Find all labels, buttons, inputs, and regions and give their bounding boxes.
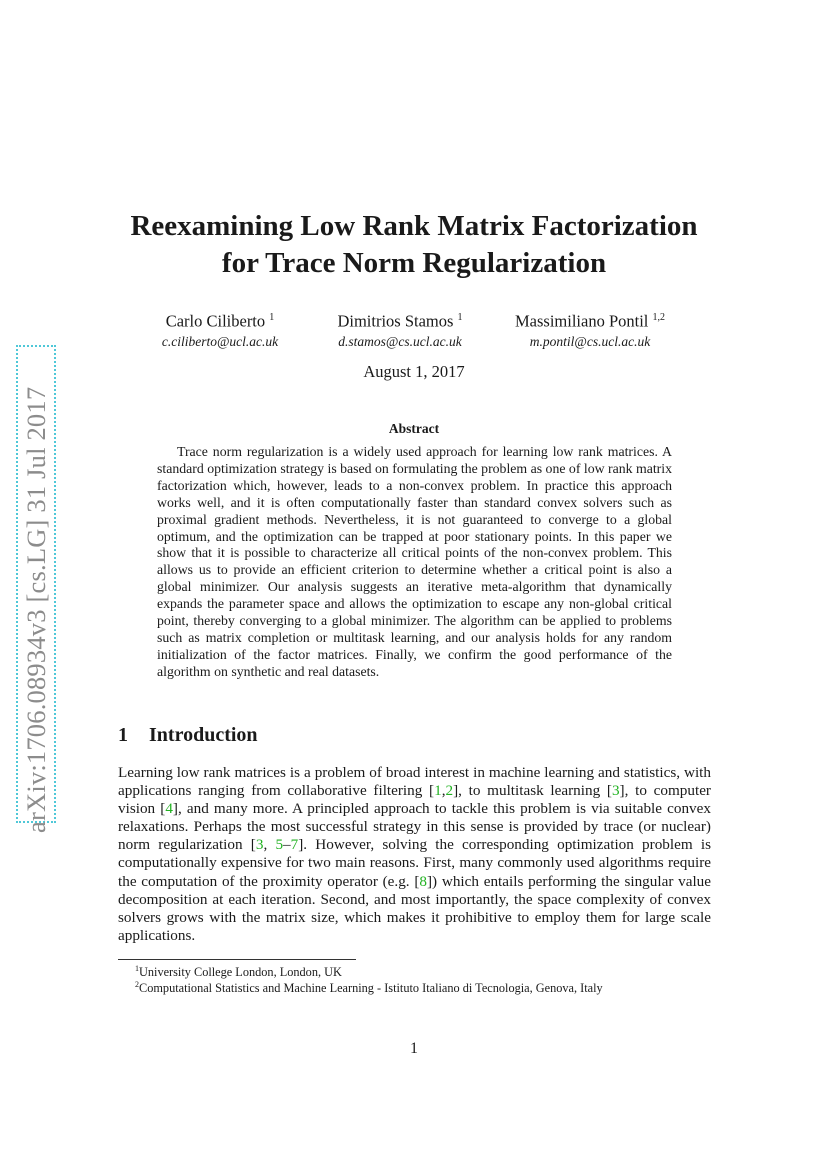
intro-paragraph <box>118 764 711 945</box>
intro-text: , <box>441 782 446 800</box>
section-heading <box>118 724 258 747</box>
intro-text: ], and many more. A principled approach to tackle this problem is via suitable convex relaxations. Perhaps the most successful strategy in this sense is provided by trace (or nuclear) norm regularization [ <box>118 800 711 854</box>
intro-text: ]. However, solving the corresponding optimization problem is computationally expensive for two main reasons. First, many commonly used algorithms require the computation of the proximity operator (e.g. [ <box>118 836 712 890</box>
intro-text: ], to computer vision [ <box>118 782 711 818</box>
author-name: Carlo Ciliberto <box>165 311 266 331</box>
author-email[interactable]: c.ciliberto@ucl.ac.uk <box>161 333 279 349</box>
author-block <box>315 308 485 352</box>
citation-link[interactable]: 3 <box>255 836 264 854</box>
citation-link[interactable]: 4 <box>165 800 173 818</box>
author-email[interactable]: d.stamos@cs.ucl.ac.uk <box>338 333 462 349</box>
footnote-text: Computational Statistics and Machine Learning - Istituto Italiano di Tecnologia, Genova, Italy <box>139 981 603 996</box>
paper-title <box>100 208 728 282</box>
citation-link[interactable]: 3 <box>611 782 620 800</box>
citation-link[interactable]: 5 <box>275 836 284 854</box>
author-block <box>135 308 305 352</box>
citation-link[interactable]: 8 <box>419 872 427 890</box>
footnote <box>135 964 342 980</box>
author-affiliation: 1 <box>457 312 463 323</box>
footnote-separator <box>118 959 356 960</box>
citation-link[interactable]: 1 <box>434 782 442 800</box>
publication-date: August 1, 2017 <box>363 362 465 381</box>
footnote <box>135 980 603 996</box>
footnote-text: University College London, London, UK <box>139 965 342 980</box>
page-number: 1 <box>410 1040 418 1057</box>
citation-link[interactable]: 7 <box>290 836 299 854</box>
author-email[interactable]: m.pontil@cs.ucl.ac.uk <box>529 333 651 349</box>
section-title: Introduction <box>149 724 258 746</box>
author-affiliation: 1,2 <box>652 312 665 323</box>
intro-text: – <box>283 836 291 854</box>
intro-text: Learning low rank matrices is a problem of broad interest in machine learning and statistics, with applications ranging from collaborative filtering [ <box>118 764 711 800</box>
arxiv-identifier[interactable]: arXiv:1706.08934v3 [cs.LG] 31 Jul 2017 <box>21 386 51 833</box>
intro-text: ], to multitask learning [ <box>453 782 612 800</box>
author-name: Massimiliano Pontil <box>514 311 649 331</box>
citation-link[interactable]: 2 <box>445 782 454 800</box>
author-name: Dimitrios Stamos <box>337 311 454 331</box>
author-affiliation: 1 <box>269 312 275 323</box>
author-block <box>495 308 685 352</box>
title-line-1: Reexamining Low Rank Matrix Factorization <box>130 210 698 242</box>
intro-text: , <box>263 836 276 854</box>
section-number: 1 <box>118 724 128 746</box>
abstract-heading: Abstract <box>388 421 440 436</box>
abstract-text: Trace norm regularization is a widely used approach for learning low rank matrices. A standard optimization strategy is based on formulating the problem as one of low rank matrix factorization which, however, leads to a non-convex problem. In practice this approach works well, and it is often computationally faster than standard convex solvers such as proximal gradient methods. Nevertheless, it is not guaranteed to converge to a global optimum, and the optimization can be trapped at poor stationary points. In this paper we show that it is possible to characterize all critical points of the non-convex problem. This allows us to provide an efficient criterion to determine whether a critical point is also a global minimizer. Our analysis suggests an iterative meta-algorithm that dynamically expands the parameter space and allows the optimization to escape any non-global critical point, thereby converging to a global minimizer. The algorithm can be applied to problems such as matrix completion or multitask learning, and our analysis holds for any random initialization of the factor matrices. Finally, we confirm the good performance of the algorithm on synthetic and real datasets. <box>157 444 672 679</box>
footnote-mark: 1 <box>135 964 139 973</box>
title-line-2: for Trace Norm Regularization <box>221 247 607 279</box>
intro-text: ]) which entails performing the singular value decomposition at each iteration. Second, and most importantly, the space complexity of convex solvers grows with the matrix size, which makes it prohibitive to employ them for large scale applications. <box>118 872 711 944</box>
footnote-mark: 2 <box>135 980 139 989</box>
